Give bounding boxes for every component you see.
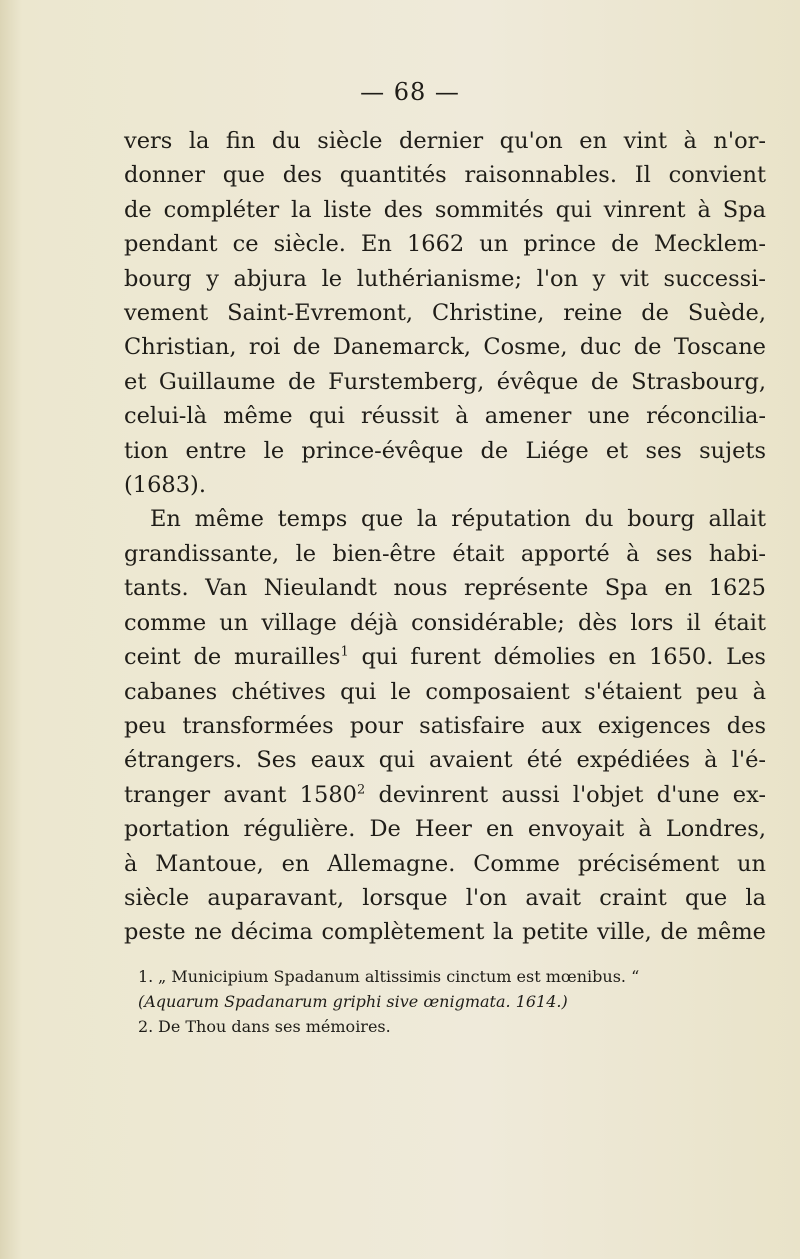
text-line: En même temps que la réputation du bourg allait (150, 506, 766, 533)
text-line: donner que des quantités raisonnables. Il convient (124, 162, 766, 189)
text-line: vers la fin du siècle dernier qu'on en vint à n'or- (124, 128, 766, 154)
text-segment: ceint de murailles (124, 644, 341, 671)
page-number: — 68 — (360, 78, 460, 106)
text-line: portation régulière. De Heer en envoyait à Londres, (124, 816, 766, 843)
footnote-1-citation: (Aquarum Spadanarum griphi sive œnigmata. 1614.) (138, 992, 568, 1011)
text-line: cabanes chétives qui le composaient s'étaient peu à (124, 678, 766, 705)
text-line: peu transformées pour satisfaire aux exigences des (124, 712, 766, 739)
footnote-text: „ Municipium Spadanum altissimis cinctum est mœnibus. “ (158, 967, 640, 986)
text-line: Christian, roi de Danemarck, Cosme, duc de Toscane (124, 334, 766, 361)
text-segment: devinrent aussi l'objet d'une ex- (365, 781, 766, 808)
text-line: de compléter la liste des sommités qui vinrent à Spa (124, 196, 766, 223)
footnote-number: 2. (138, 1017, 154, 1036)
footnote-ref-2[interactable]: 2 (356, 782, 366, 798)
text-line: étrangers. Ses eaux qui avaient été expédiées à l'é- (124, 747, 766, 774)
text-line: grandissante, le bien-être était apporté à ses habi- (124, 540, 766, 567)
text-line: tants. Van Nieulandt nous représente Spa en 1625 (124, 575, 766, 602)
text-segment: qui furent démolies en 1650. Les (348, 644, 766, 671)
text-line: celui-là même qui réussit à amener une réconcilia- (124, 403, 766, 430)
footnote-ref-1[interactable]: 1 (340, 644, 349, 660)
text-line: bourg y abjura le luthérianisme; l'on y vit successi- (124, 265, 766, 292)
text-line-with-footnote-ref (124, 640, 766, 674)
footnote-1 (138, 964, 758, 989)
text-line: (1683). (124, 472, 206, 499)
footnotes (138, 964, 758, 1039)
text-line: tion entre le prince-évêque de Liége et ses sujets (124, 437, 766, 464)
text-line-with-footnote-ref (124, 778, 766, 812)
text-line: pendant ce siècle. En 1662 un prince de Mecklem- (124, 231, 766, 258)
text-line: et Guillaume de Furstemberg, évêque de Strasbourg, (124, 368, 766, 395)
text-line: comme un village déjà considérable; dès lors il était (124, 609, 766, 636)
footnote-text: De Thou dans ses mémoires. (158, 1017, 391, 1036)
text-line: siècle auparavant, lorsque l'on avait craint que la (124, 884, 766, 911)
text-line: peste ne décima complètement la petite ville, de même (124, 919, 766, 946)
text-segment: tranger avant 1580 (124, 781, 357, 808)
text-line: vement Saint-Evremont, Christine, reine de Suède, (124, 300, 766, 327)
text-line: à Mantoue, en Allemagne. Comme précisément un (124, 850, 766, 877)
body-text (124, 124, 766, 950)
footnote-number: 1. (138, 967, 154, 986)
footnote-2 (138, 1014, 758, 1039)
